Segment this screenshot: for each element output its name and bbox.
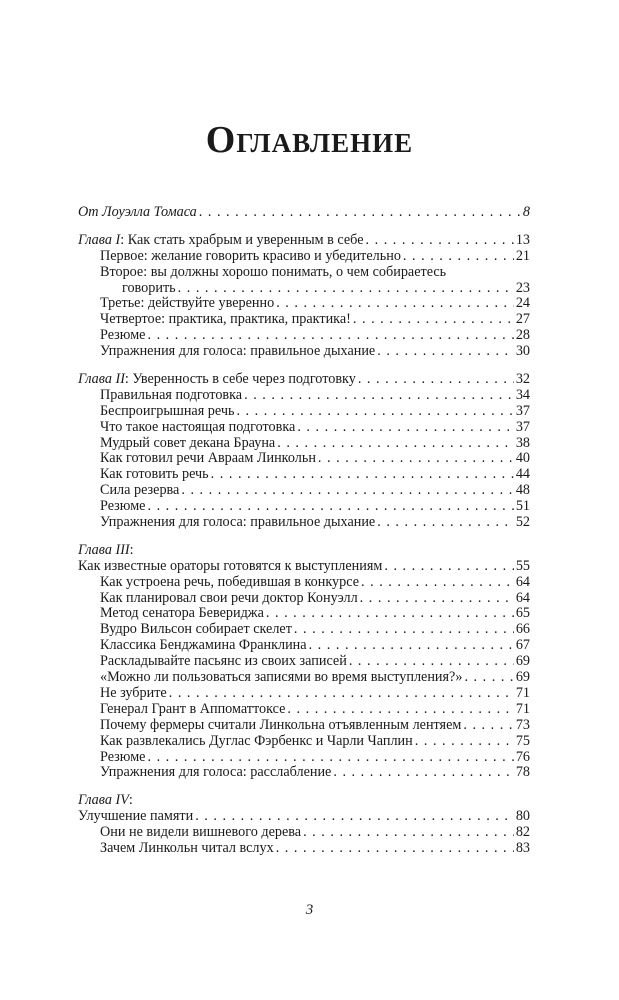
- section-title: Что такое настоящая подготовка: [100, 418, 296, 435]
- page-number: 67: [515, 637, 530, 654]
- toc-section-item[interactable]: [78, 734, 530, 750]
- chapter-title: :: [129, 541, 134, 558]
- page-number: 71: [515, 684, 530, 701]
- leader-dots: [333, 765, 513, 781]
- chapter-title: Как известные ораторы готовятся к выступлениям: [78, 557, 383, 574]
- page-number: 48: [515, 482, 530, 499]
- page-number: 78: [515, 764, 530, 781]
- chapter-heading-text: [78, 372, 356, 388]
- page-number: 13: [515, 231, 530, 248]
- page-number: 71: [515, 700, 530, 717]
- toc-section-item[interactable]: [78, 249, 530, 265]
- page-number: 52: [515, 514, 530, 531]
- page-title: Оглавление: [205, 119, 414, 161]
- page-number: 64: [515, 573, 530, 590]
- page-number: 69: [515, 669, 530, 686]
- section-title: Зачем Линкольн читал вслух: [100, 839, 274, 856]
- chapter-title: :: [128, 792, 133, 809]
- chapter-label: Глава I: [78, 231, 121, 248]
- page-number: 24: [515, 295, 530, 312]
- leader-dots: [244, 388, 514, 404]
- section-title: Упражнения для голоса: правильное дыхание: [100, 343, 376, 360]
- toc-section-item[interactable]: [78, 825, 530, 841]
- section-title: Мудрый совет декана Брауна: [100, 434, 276, 451]
- section-title: Генерал Грант в Аппоматтоксе: [100, 700, 286, 717]
- section-title: «Можно ли пользоваться записями во время выступления?»: [100, 669, 463, 686]
- page-number: 23: [515, 279, 530, 296]
- toc-section-item[interactable]: [78, 296, 530, 312]
- leader-dots: [403, 249, 514, 265]
- toc-section-item[interactable]: [78, 702, 530, 718]
- page-number: 30: [515, 343, 530, 360]
- chapter-label: Глава II: [78, 371, 125, 388]
- toc-chapter3-title[interactable]: [78, 559, 530, 575]
- leader-dots: [309, 638, 514, 654]
- section-title: Упражнения для голоса: расслабление: [100, 764, 332, 781]
- toc-section-item[interactable]: [78, 750, 530, 766]
- section-title: Сила резерва: [100, 482, 180, 499]
- leader-dots: [464, 670, 513, 686]
- chapter-heading-text: [78, 542, 134, 558]
- preface-label: От Лоуэлла Томаса: [78, 204, 197, 220]
- chapter-heading-text: [78, 233, 364, 249]
- toc-section-item[interactable]: [78, 654, 530, 670]
- page-number: 80: [515, 808, 530, 825]
- page-number: 73: [515, 716, 530, 733]
- page-number: 38: [515, 434, 530, 451]
- page-number: 44: [515, 466, 530, 483]
- page-number: 65: [515, 605, 530, 622]
- toc-section-item[interactable]: [78, 451, 530, 467]
- section-title: Как готовил речи Авраам Линкольн: [100, 450, 316, 467]
- leader-dots: [361, 575, 514, 591]
- leader-dots: [147, 750, 513, 766]
- section-title: Резюме: [100, 327, 146, 344]
- page-number: 55: [515, 557, 530, 574]
- toc-section-item[interactable]: [78, 404, 530, 420]
- toc-chapter1-heading[interactable]: [78, 233, 530, 249]
- toc-section-item[interactable]: [78, 591, 530, 607]
- leader-dots: [169, 686, 514, 702]
- toc-section-item[interactable]: [78, 606, 530, 622]
- section-title: Как развлекались Дуглас Фэрбенкс и Чарли Чаплин: [100, 732, 413, 749]
- section-title: Не зубрите: [100, 684, 167, 701]
- page-number: 83: [515, 839, 530, 856]
- toc-section-item[interactable]: [78, 638, 530, 654]
- leader-dots: [266, 606, 514, 622]
- section-title: Как устроена речь, победившая в конкурсе: [100, 573, 359, 590]
- page-number: 76: [515, 748, 530, 765]
- toc-chapter4-title[interactable]: [78, 809, 530, 825]
- page-number: 37: [515, 402, 530, 419]
- leader-dots: [303, 825, 514, 841]
- toc-section-item[interactable]: [78, 436, 530, 452]
- toc-section-item[interactable]: [78, 499, 530, 515]
- toc-section-item[interactable]: [78, 575, 530, 591]
- chapter-title: : Как стать храбрым и уверенным в себе: [120, 231, 364, 248]
- section-title: Метод сенатора Бевериджа: [100, 605, 264, 622]
- page-number: 21: [515, 247, 530, 264]
- section-title: Резюме: [100, 748, 146, 765]
- section-title: Упражнения для голоса: правильное дыхание: [100, 514, 376, 531]
- page-number: 69: [515, 653, 530, 670]
- leader-dots: [287, 702, 513, 718]
- page-folio: 3: [305, 902, 314, 918]
- section-title: Вудро Вильсон собирает скелет: [100, 621, 292, 638]
- chapter-label: Глава IV: [78, 792, 129, 809]
- toc-section-item[interactable]: [78, 420, 530, 436]
- leader-dots: [211, 467, 514, 483]
- toc-chapter3-heading[interactable]: [78, 543, 530, 559]
- toc-section-item[interactable]: [78, 467, 530, 483]
- section-title: Четвертое: практика, практика, практика!: [100, 311, 351, 328]
- toc-section-item[interactable]: [78, 765, 530, 781]
- toc-section-item[interactable]: [78, 312, 530, 328]
- leader-dots: [463, 718, 513, 734]
- toc-section-item[interactable]: [78, 622, 530, 638]
- page-number: 8: [522, 204, 530, 220]
- leader-dots: [147, 499, 513, 515]
- leader-dots: [353, 312, 514, 328]
- section-title: Классика Бенджамина Франклина: [100, 637, 307, 654]
- leader-dots: [384, 559, 513, 575]
- leader-dots: [349, 654, 514, 670]
- toc-section-item[interactable]: [78, 718, 530, 734]
- section-title: Почему фермеры считали Линкольна отъявленным лентяем: [100, 716, 462, 733]
- toc-section-item[interactable]: [78, 515, 530, 531]
- toc-preface[interactable]: [78, 205, 530, 221]
- chapter-title: : Уверенность в себе через подготовку: [124, 371, 356, 388]
- leader-dots: [147, 328, 513, 344]
- toc-chapter2-heading[interactable]: [78, 372, 530, 388]
- section-title: Резюме: [100, 498, 146, 515]
- toc-section-item[interactable]: [78, 388, 530, 404]
- page-number: 64: [515, 589, 530, 606]
- leader-dots: [366, 233, 514, 249]
- page-number: 28: [515, 327, 530, 344]
- leader-dots: [236, 404, 513, 420]
- page-number: 82: [515, 824, 530, 841]
- chapter-heading-text: [78, 792, 133, 808]
- section-title: Правильная подготовка: [100, 386, 243, 403]
- leader-dots: [277, 436, 514, 452]
- section-title: Как готовить речь: [100, 466, 209, 483]
- leader-dots: [195, 809, 514, 825]
- page-number: 34: [515, 386, 530, 403]
- page-number: 75: [515, 732, 530, 749]
- leader-dots: [377, 515, 514, 531]
- page-number: 51: [515, 498, 530, 515]
- table-of-contents: [78, 205, 530, 857]
- page-number: 66: [515, 621, 530, 638]
- leader-dots: [318, 451, 514, 467]
- toc-section-item[interactable]: [78, 344, 530, 360]
- toc-chapter4-heading[interactable]: [78, 793, 530, 809]
- section-title: Как планировал свои речи доктор Конуэлл: [100, 589, 358, 606]
- section-title: говорить: [122, 279, 176, 296]
- chapter-title: Улучшение памяти: [78, 808, 194, 825]
- leader-dots: [276, 296, 514, 312]
- section-title: Раскладывайте пасьянс из своих записей: [100, 653, 347, 670]
- leader-dots: [360, 591, 514, 607]
- leader-dots: [377, 344, 514, 360]
- page-number: 37: [515, 418, 530, 435]
- toc-section-item[interactable]: [78, 281, 530, 297]
- leader-dots: [276, 841, 514, 857]
- leader-dots: [181, 483, 513, 499]
- toc-section-item[interactable]: [78, 841, 530, 857]
- section-title: Беспроигрышная речь: [100, 402, 235, 419]
- page-number: 40: [515, 450, 530, 467]
- leader-dots: [294, 622, 514, 638]
- leader-dots: [297, 420, 513, 436]
- toc-section-item[interactable]: [78, 483, 530, 499]
- section-title: Первое: желание говорить красиво и убедительно: [100, 247, 401, 264]
- toc-section-item[interactable]: [78, 686, 530, 702]
- chapter-label: Глава III: [78, 541, 130, 558]
- leader-dots: [358, 372, 514, 388]
- toc-section-item[interactable]: [78, 328, 530, 344]
- leader-dots: [178, 281, 514, 297]
- page-number: 27: [515, 311, 530, 328]
- section-title: Третье: действуйте уверенно: [100, 295, 275, 312]
- leader-dots: [199, 205, 521, 221]
- section-title: Они не видели вишневого дерева: [100, 824, 302, 841]
- page-number: 32: [515, 371, 530, 388]
- leader-dots: [415, 734, 514, 750]
- toc-section-item[interactable]: [78, 670, 530, 686]
- toc-section-item[interactable]: [78, 265, 530, 281]
- section-title: Второе: вы должны хорошо понимать, о чем собираетесь: [100, 263, 447, 280]
